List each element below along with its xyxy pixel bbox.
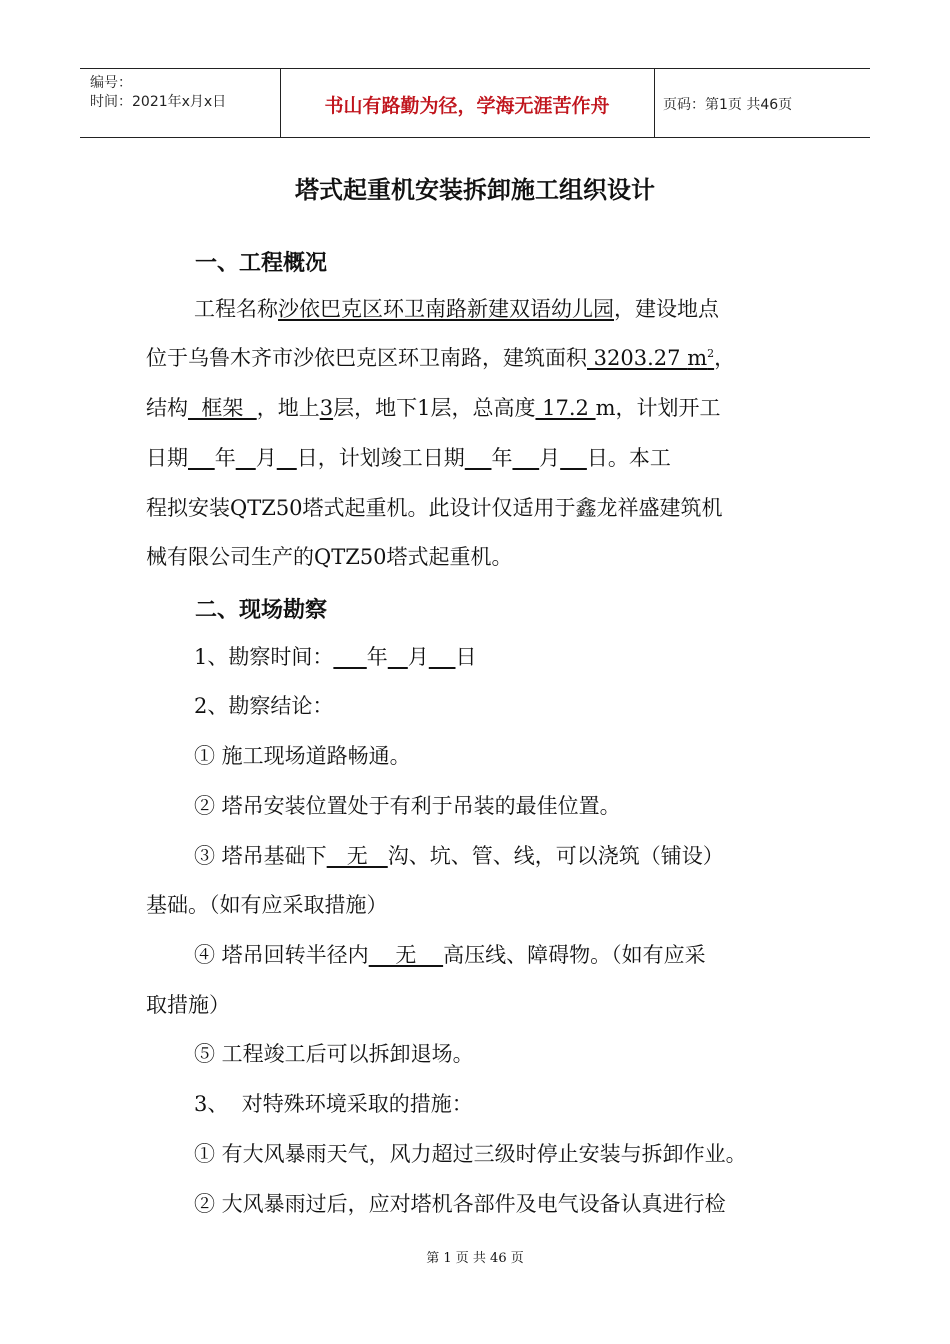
total-height: 17.2 [535, 396, 596, 420]
conclusion-4: ④ 塔吊回转半径内 无 高压线、障碍物。（如有应采 [194, 943, 706, 967]
survey-day-blank [429, 645, 456, 669]
floors-above: 3 [319, 396, 334, 420]
conclusion-4-continued: 取措施） [146, 993, 230, 1017]
header-page-info: 页码：第1页 共46页 [663, 97, 793, 113]
header-meta-cell [80, 69, 281, 137]
section-heading-survey: 二、现场勘察 [195, 598, 328, 623]
measure-1: ① 有大风暴雨天气，风力超过三级时停止安装与拆卸作业。 [194, 1142, 747, 1166]
end-year-blank [465, 446, 492, 470]
radius-obstacle-value: 无 [368, 943, 444, 967]
overview-line-2: 位于乌鲁木齐市沙依巴克区环卫南路，建筑面积 3203.27 $m^2$， [146, 346, 736, 370]
document-date-label: 时间：2021年x月x日 [90, 94, 227, 110]
foundation-obstacle-value: 无 [326, 844, 388, 868]
header-page-cell [655, 69, 870, 137]
page-footer: 第 1 页 共 46 页 [426, 1251, 524, 1266]
end-day-blank [560, 446, 587, 470]
measure-2: ② 大风暴雨过后，应对塔机各部件及电气设备认真进行检 [194, 1192, 726, 1216]
project-name: 沙依巴克区环卫南路新建双语幼儿园 [278, 297, 614, 321]
special-measures-label: 3、 对特殊环境采取的措施： [194, 1092, 473, 1116]
conclusion-3: ③ 塔吊基础下 无 沟、坑、管、线，可以浇筑（铺设） [194, 844, 724, 868]
survey-time: 1、勘察时间： 年 月 日 [194, 645, 477, 669]
page-header [80, 68, 870, 138]
overview-line-5: 程拟安装QTZ50塔式起重机。此设计仅适用于鑫龙祥盛建筑机 [146, 496, 723, 520]
document-title: 塔式起重机安装拆卸施工组织设计 [295, 176, 655, 204]
conclusion-3-continued: 基础。（如有应采取措施） [146, 893, 388, 917]
header-motto: 书山有路勤为径，学海无涯苦作舟 [324, 95, 610, 117]
survey-year-blank [333, 645, 366, 669]
section-heading-overview: 一、工程概况 [195, 251, 328, 276]
start-month-blank [236, 446, 256, 470]
building-area: 3203.27 $m^2$ [587, 346, 715, 370]
overview-line-3: 结构 框架 ，地上3层，地下1层，总高度 17.2 m，计划开工 [146, 396, 721, 420]
conclusion-5: ⑤ 工程竣工后可以拆卸退场。 [194, 1042, 474, 1066]
conclusion-2: ② 塔吊安装位置处于有利于吊装的最佳位置。 [194, 794, 621, 818]
start-day-blank [277, 446, 297, 470]
overview-line-4: 日期 年 月 日，计划竣工日期 年 月 日。本工 [146, 446, 671, 470]
survey-conclusion-label: 2、勘察结论： [194, 694, 334, 718]
survey-month-blank [388, 645, 408, 669]
structure-type: 框架 [188, 396, 257, 420]
header-motto-cell [280, 69, 655, 137]
conclusion-1: ① 施工现场道路畅通。 [194, 744, 411, 768]
overview-line-6: 械有限公司生产的QTZ50塔式起重机。 [146, 545, 513, 569]
document-number-label: 编号： [90, 75, 132, 91]
overview-line-1: 工程名称沙依巴克区环卫南路新建双语幼儿园，建设地点 [194, 297, 719, 321]
start-year-blank [188, 446, 215, 470]
end-month-blank [512, 446, 539, 470]
